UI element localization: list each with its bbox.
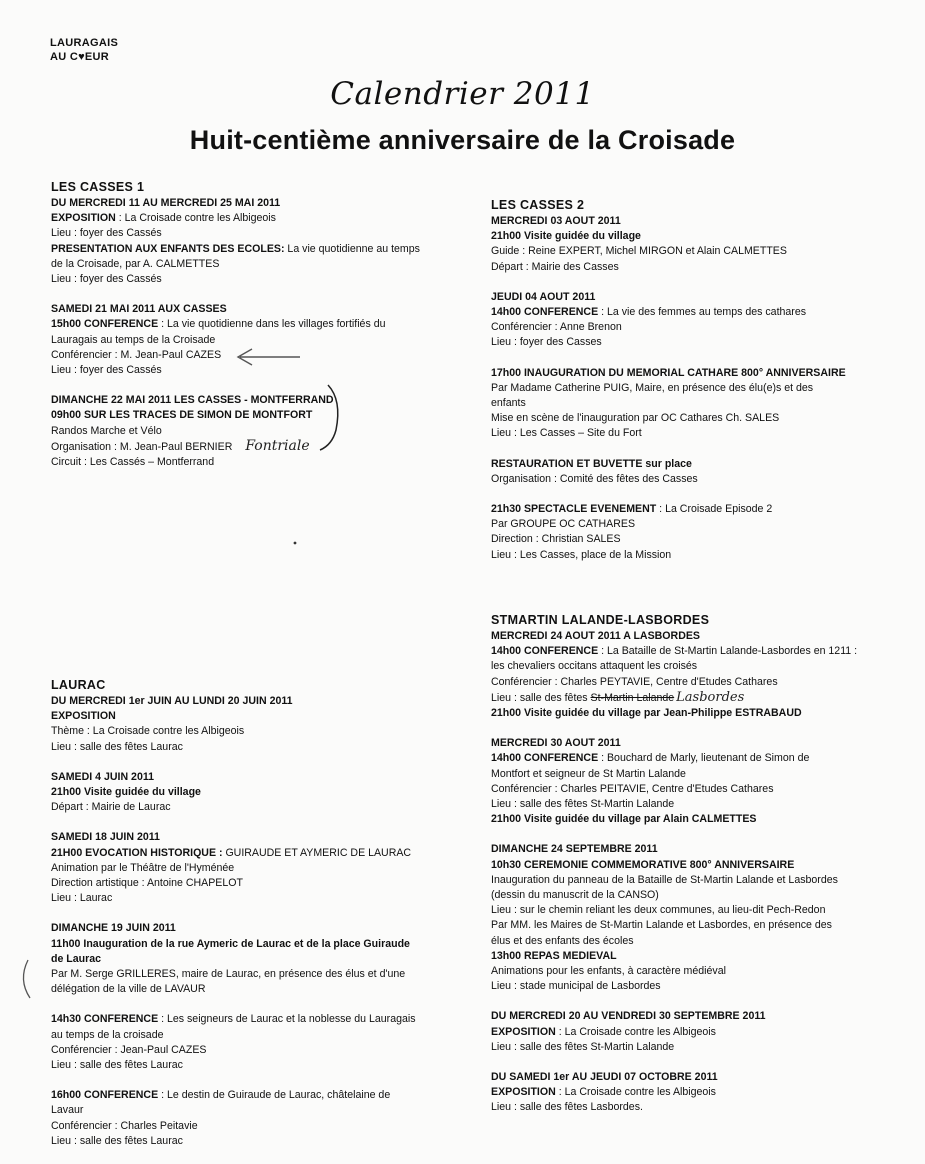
event-par: Par MM. les Maires de St-Martin Lalande et Lasbordes, en présence des bbox=[491, 919, 832, 932]
event-title: 21h00 Visite guidée du village par Jean-Philippe ESTRABAUD bbox=[491, 707, 802, 720]
event-inauguration: Inauguration du panneau de la Bataille de St-Martin Lalande et Lasbordes bbox=[491, 873, 838, 886]
event-title: 21h00 Visite guidée du village bbox=[491, 230, 641, 243]
event-label: EXPOSITION bbox=[491, 1025, 556, 1038]
event-line bbox=[51, 211, 451, 226]
struck-text: St-Martin Lalande bbox=[590, 691, 675, 704]
event-date: DU MERCREDI 20 AU VENDREDI 30 SEPTEMBRE 2011 bbox=[491, 1010, 766, 1023]
event-circuit: Circuit : Les Cassés – Montferrand bbox=[51, 456, 215, 469]
event-staging: Mise en scène de l'inauguration par OC Cathares Ch. SALES bbox=[491, 412, 780, 425]
event-title: 21h00 Visite guidée du village par Alain CALMETTES bbox=[491, 813, 757, 826]
event-title: RESTAURATION ET BUVETTE sur place bbox=[491, 457, 692, 470]
event-organizer: Organisation : Comité des fêtes des Casses bbox=[491, 472, 698, 485]
event-location: Lieu : salle des fêtes Laurac bbox=[51, 1059, 183, 1072]
event-title: 13h00 REPAS MEDIEVAL bbox=[491, 949, 617, 962]
event-location: Lieu : Les Casses – Site du Fort bbox=[491, 427, 642, 440]
event-speaker: Conférencier : Jean-Paul CAZES bbox=[51, 1043, 207, 1056]
event-location: Lieu : salle des fêtes Laurac bbox=[51, 1134, 183, 1147]
event-text: : La vie des femmes au temps des cathares bbox=[598, 306, 807, 319]
event-line bbox=[51, 242, 451, 257]
event-departure: Départ : Mairie des Casses bbox=[491, 260, 619, 273]
event-label: EXPOSITION bbox=[51, 710, 116, 723]
event-location: Lieu : foyer des Casses bbox=[491, 336, 602, 349]
event-line bbox=[51, 846, 451, 861]
event-par-cont: enfants bbox=[491, 397, 526, 410]
event-location: Lieu : foyer des Cassés bbox=[51, 227, 162, 240]
event-location: Lieu : foyer des Cassés bbox=[51, 364, 162, 377]
event-label: PRESENTATION AUX ENFANTS DES ECOLES: bbox=[51, 242, 285, 255]
event-text-cont: Lauragais au temps de la Croisade bbox=[51, 333, 216, 346]
event-title-cont: de Laurac bbox=[51, 952, 102, 965]
event-location: Lieu : salle des fêtes Lasbordes. bbox=[491, 1101, 643, 1114]
event-line bbox=[491, 1025, 891, 1040]
event-date: DU MERCREDI 1er JUIN AU LUNDI 20 JUIN 2011 bbox=[51, 695, 293, 707]
event-direction: Direction artistique : Antoine CHAPELOT bbox=[51, 877, 243, 890]
event-speaker: Conférencier : Charles PEITAVIE, Centre d'Etudes Cathares bbox=[491, 782, 774, 795]
event-speaker: Conférencier : Charles Peitavie bbox=[51, 1119, 198, 1132]
event-label: 21h30 SPECTACLE EVENEMENT bbox=[491, 503, 657, 516]
event-date: SAMEDI 4 JUIN 2011 bbox=[51, 770, 155, 783]
event-text-cont: les chevaliers occitans attaquent les croisés bbox=[491, 660, 698, 673]
event-date: DIMANCHE 22 MAI 2011 LES CASSES - MONTFERRAND bbox=[51, 394, 334, 407]
event-text: : Le destin de Guiraude de Laurac, châtelaine de bbox=[158, 1089, 391, 1102]
event-par: Par GROUPE OC CATHARES bbox=[491, 518, 636, 531]
event-location: Lieu : salle des fêtes Laurac bbox=[51, 740, 183, 753]
event-text: : Bouchard de Marly, lieutenant de Simon de bbox=[598, 752, 810, 765]
event-date: SAMEDI 21 MAI 2011 AUX CASSES bbox=[51, 303, 227, 316]
event-label: 14h00 CONFERENCE bbox=[491, 306, 599, 319]
section-heading: STMARTIN LALANDE-LASBORDES bbox=[491, 613, 710, 627]
event-date: JEUDI 04 AOUT 2011 bbox=[491, 290, 596, 303]
event-direction: Direction : Christian SALES bbox=[491, 533, 621, 546]
event-label: EXPOSITION bbox=[51, 212, 116, 225]
event-line bbox=[51, 317, 451, 332]
event-organizer bbox=[51, 439, 451, 455]
event-animation: Animation par le Théâtre de l'Hyménée bbox=[51, 861, 235, 874]
event-text-cont: au temps de la croisade bbox=[51, 1028, 164, 1041]
event-speaker: Conférencier : Anne Brenon bbox=[491, 321, 622, 334]
event-label: 14h00 CONFERENCE bbox=[491, 645, 599, 658]
event-par: Par Madame Catherine PUIG, Maire, en présence des élu(e)s et des bbox=[491, 381, 814, 394]
logo-line-1: LAURAGAIS bbox=[50, 37, 119, 49]
event-label: 14h30 CONFERENCE bbox=[51, 1013, 159, 1026]
page-title: Calendrier 2011 bbox=[330, 76, 595, 112]
event-theme: Thème : La Croisade contre les Albigeois bbox=[51, 725, 245, 738]
event-label: 16h00 CONFERENCE bbox=[51, 1089, 159, 1102]
event-location: Lieu : stade municipal de Lasbordes bbox=[491, 980, 661, 993]
event-title: 17h00 INAUGURATION DU MEMORIAL CATHARE 800° ANNIVERSAIRE bbox=[491, 366, 846, 379]
event-location: Lieu : salle des fêtes St-Martin Lalande bbox=[491, 1040, 675, 1053]
event-date: DIMANCHE 19 JUIN 2011 bbox=[51, 922, 176, 935]
event-par-cont: élus et des enfants des écoles bbox=[491, 934, 634, 947]
event-title: 21h00 Visite guidée du village bbox=[51, 786, 201, 799]
event-location: Lieu : Laurac bbox=[51, 892, 113, 905]
event-text-cont: Lavaur bbox=[51, 1104, 84, 1117]
event-speaker: Conférencier : Charles PEYTAVIE, Centre d'Etudes Cathares bbox=[491, 675, 778, 688]
event-title: 09h00 SUR LES TRACES DE SIMON DE MONTFORT bbox=[51, 409, 313, 422]
event-line bbox=[491, 305, 891, 320]
event-date: SAMEDI 18 JUIN 2011 bbox=[51, 831, 160, 844]
section-heading: LES CASSES 2 bbox=[491, 198, 585, 212]
event-text: : Les seigneurs de Laurac et la noblesse du Lauragais bbox=[158, 1013, 416, 1026]
event-line bbox=[51, 1088, 451, 1103]
section-st-martin bbox=[491, 612, 891, 1116]
organizer-text: Organisation : M. Jean-Paul BERNIER bbox=[51, 440, 233, 453]
event-date: DIMANCHE 24 SEPTEMBRE 2011 bbox=[491, 843, 658, 856]
section-heading: LAURAC bbox=[51, 678, 106, 692]
event-par-cont: délégation de la ville de LAVAUR bbox=[51, 983, 206, 996]
event-location: Lieu : salle des fêtes St-Martin Lalande bbox=[491, 798, 675, 811]
event-text: La vie quotidienne au temps bbox=[284, 242, 420, 255]
location-text: Lieu : salle des fêtes bbox=[491, 691, 591, 704]
logo bbox=[50, 36, 118, 64]
event-label: 21H00 EVOCATION HISTORIQUE : bbox=[51, 846, 223, 859]
event-line bbox=[51, 1012, 451, 1027]
event-location: Lieu : sur le chemin reliant les deux communes, au lieu-dit Pech-Redon bbox=[491, 904, 826, 917]
event-text: : La vie quotidienne dans les villages fortifiés du bbox=[158, 318, 386, 331]
event-location bbox=[491, 690, 891, 706]
section-les-casses-1 bbox=[51, 179, 451, 470]
event-label: 15h00 CONFERENCE bbox=[51, 318, 159, 331]
event-line bbox=[491, 502, 891, 517]
event-date: MERCREDI 30 AOUT 2011 bbox=[491, 737, 621, 750]
event-label: 14h00 CONFERENCE bbox=[491, 752, 599, 765]
event-text: : La Bataille de St-Martin Lalande-Lasbordes en 1211 : bbox=[598, 645, 858, 658]
event-departure: Départ : Mairie de Laurac bbox=[51, 801, 171, 814]
event-title: 11h00 Inauguration de la rue Aymeric de Laurac et de la place Guiraude bbox=[51, 937, 410, 950]
event-guide: Guide : Reine EXPERT, Michel MIRGON et Alain CALMETTES bbox=[491, 245, 787, 258]
event-line bbox=[491, 1085, 891, 1100]
ink-dot bbox=[294, 542, 297, 545]
event-text-cont: Montfort et seigneur de St Martin Lalande bbox=[491, 767, 686, 780]
event-date: DU SAMEDI 1er AU JEUDI 07 OCTOBRE 2011 bbox=[491, 1071, 718, 1084]
event-text: : La Croisade Episode 2 bbox=[656, 503, 773, 516]
event-line: Randos Marche et Vélo bbox=[51, 424, 162, 437]
event-location: Lieu : foyer des Cassés bbox=[51, 273, 162, 286]
event-inauguration-cont: (dessin du manuscrit de la CANSO) bbox=[491, 889, 659, 902]
event-location: Lieu : Les Casses, place de la Mission bbox=[491, 548, 672, 561]
logo-line-2: AU C♥EUR bbox=[50, 51, 110, 63]
section-laurac bbox=[51, 677, 451, 1149]
event-text: : La Croisade contre les Albigeois bbox=[555, 1025, 716, 1038]
event-text-cont: de la Croisade, par A. CALMETTES bbox=[51, 257, 220, 270]
event-date: MERCREDI 24 AOUT 2011 A LASBORDES bbox=[491, 630, 700, 642]
ink-parenthesis bbox=[23, 960, 30, 998]
event-line bbox=[491, 644, 891, 659]
event-par: Par M. Serge GRILLERES, maire de Laurac, en présence des élus et d'une bbox=[51, 968, 406, 981]
event-text: : La Croisade contre les Albigeois bbox=[555, 1086, 716, 1099]
section-heading: LES CASSES 1 bbox=[51, 180, 145, 194]
event-title: 10h30 CEREMONIE COMMEMORATIVE 800° ANNIVERSAIRE bbox=[491, 858, 795, 871]
section-les-casses-2 bbox=[491, 197, 891, 563]
handwritten-annotation: Fontriale bbox=[245, 437, 310, 454]
page-subtitle: Huit-centième anniversaire de la Croisade bbox=[189, 125, 736, 155]
event-text: GUIRAUDE ET AYMERIC DE LAURAC bbox=[222, 846, 412, 859]
event-speaker: Conférencier : M. Jean-Paul CAZES bbox=[51, 348, 222, 361]
event-animation: Animations pour les enfants, à caractère médiéval bbox=[491, 965, 726, 978]
event-label: EXPOSITION bbox=[491, 1086, 556, 1099]
event-date: MERCREDI 03 AOUT 2011 bbox=[491, 215, 621, 227]
handwritten-annotation: Lasbordes bbox=[676, 689, 745, 705]
event-text: : La Croisade contre les Albigeois bbox=[115, 212, 276, 225]
event-line bbox=[491, 751, 891, 766]
event-date: DU MERCREDI 11 AU MERCREDI 25 MAI 2011 bbox=[51, 197, 281, 209]
